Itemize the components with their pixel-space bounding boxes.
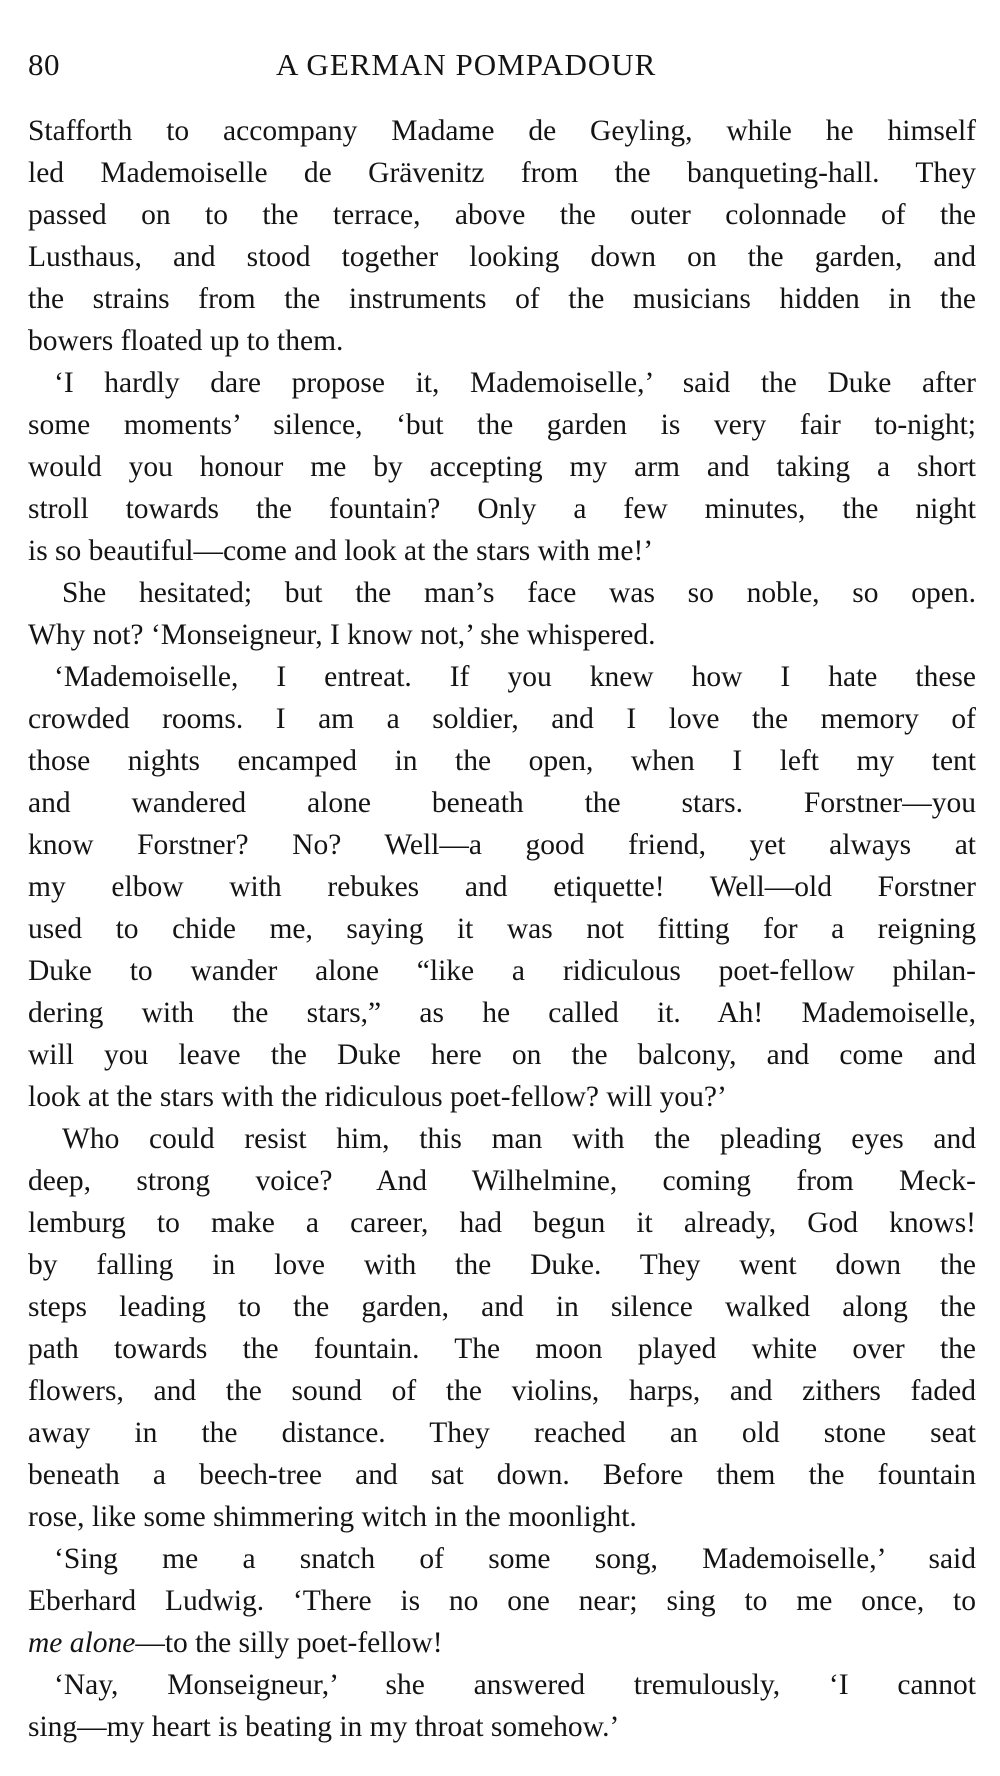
text-line: by falling in love with the Duke. They went down the [28, 1249, 976, 1281]
text-line: lemburg to make a career, had begun it already, God knows! [28, 1207, 976, 1239]
text-line: those nights encamped in the open, when I left my tent [28, 745, 976, 777]
text-line: will you leave the Duke here on the balcony, and come and [28, 1039, 976, 1071]
line-remainder: —to the silly poet-fellow! [135, 1627, 443, 1659]
page-number: 80 [28, 47, 60, 82]
text-line: Why not? ‘Monseigneur, I know not,’ she whispered. [28, 619, 656, 651]
text-line: is so beautiful—come and look at the stars with me!’ [28, 535, 654, 567]
text-line: Duke to wander alone “like a ridiculous poet-fellow philan- [28, 955, 976, 987]
text-line: ‘I hardly dare propose it, Mademoiselle,’ said the Duke after [54, 367, 976, 399]
text-line: steps leading to the garden, and in silence walked along the [28, 1291, 976, 1323]
text-line: sing—my heart is beating in my throat somehow.’ [28, 1711, 620, 1743]
text-line: flowers, and the sound of the violins, harps, and zithers faded [28, 1375, 976, 1407]
text-line: my elbow with rebukes and etiquette! Well—old Forstner [28, 871, 976, 903]
text-line: look at the stars with the ridiculous poet-fellow? will you?’ [28, 1081, 727, 1113]
text-line: beneath a beech-tree and sat down. Before them the fountain [28, 1459, 976, 1491]
text-line: deep, strong voice? And Wilhelmine, coming from Meck- [28, 1165, 976, 1197]
text-line: know Forstner? No? Well—a good friend, yet always at [28, 829, 976, 861]
text-line: stroll towards the fountain? Only a few minutes, the night [28, 493, 976, 525]
text-line: bowers floated up to them. [28, 325, 344, 357]
text-line: Lusthaus, and stood together looking down on the garden, and [28, 241, 976, 273]
text-line: the strains from the instruments of the musicians hidden in the [28, 283, 976, 315]
text-line: ‘Nay, Monseigneur,’ she answered tremulously, ‘I cannot [54, 1669, 976, 1701]
text-line: Who could resist him, this man with the pleading eyes and [62, 1123, 976, 1155]
text-line: led Mademoiselle de Grävenitz from the banqueting-hall. They [28, 157, 976, 189]
italic-phrase: me alone [28, 1627, 136, 1659]
text-line: would you honour me by accepting my arm and taking a short [28, 451, 976, 483]
text-line: dering with the stars,” as he called it. Ah! Mademoiselle, [28, 997, 976, 1029]
text-line: and wandered alone beneath the stars. Forstner—you [28, 787, 976, 819]
text-line: away in the distance. They reached an old stone seat [28, 1417, 976, 1449]
text-line [28, 1622, 976, 1664]
text-line: path towards the fountain. The moon played white over the [28, 1333, 976, 1365]
text-line: ‘Mademoiselle, I entreat. If you knew how I hate these [54, 661, 976, 693]
text-line: crowded rooms. I am a soldier, and I love the memory of [28, 703, 976, 735]
text-line: Stafforth to accompany Madame de Geyling, while he himself [28, 115, 976, 147]
text-line: ‘Sing me a snatch of some song, Mademoiselle,’ said [54, 1543, 976, 1575]
running-title: A GERMAN POMPADOUR [276, 47, 657, 82]
text-line: Eberhard Ludwig. ‘There is no one near; sing to me once, to [28, 1585, 976, 1617]
text-line: used to chide me, saying it was not fitting for a reigning [28, 913, 976, 945]
text-line: passed on to the terrace, above the outer colonnade of the [28, 199, 976, 231]
running-head [28, 40, 976, 90]
text-line: rose, like some shimmering witch in the moonlight. [28, 1501, 637, 1533]
body-text [28, 110, 976, 1748]
text-line: She hesitated; but the man’s face was so noble, so open. [62, 577, 976, 609]
book-page [28, 40, 976, 1748]
text-line: some moments’ silence, ‘but the garden is very fair to-night; [28, 409, 976, 441]
